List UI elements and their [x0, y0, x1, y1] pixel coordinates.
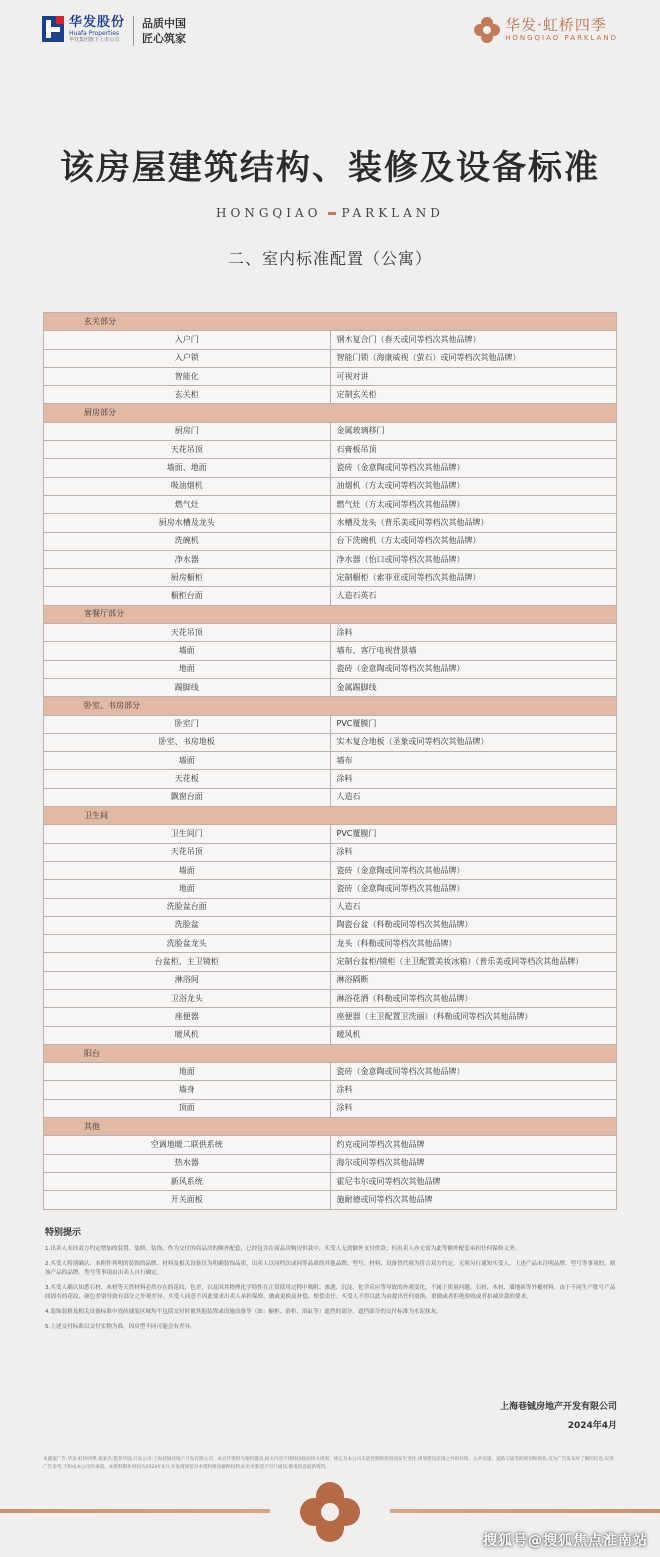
- table-row: [44, 1191, 617, 1209]
- item-name: 燃气灶: [44, 495, 331, 513]
- section-name: 客餐厅部分: [44, 605, 617, 623]
- table-row: [44, 331, 617, 349]
- table-row: [44, 1099, 617, 1117]
- table-row: [44, 660, 617, 678]
- section-header-row: [44, 1118, 617, 1136]
- item-name: 墙身: [44, 1081, 331, 1099]
- table-row: [44, 422, 617, 440]
- table-row: [44, 386, 617, 404]
- table-row: [44, 1154, 617, 1172]
- table-row: [44, 495, 617, 513]
- table-row: [44, 587, 617, 605]
- item-spec: 淋浴隔断: [330, 971, 617, 989]
- huafa-logo-icon: [42, 16, 64, 42]
- item-spec: 涂料: [330, 1099, 617, 1117]
- issue-date: 2024年4月: [567, 1421, 617, 1431]
- item-name: 玄关柜: [44, 386, 331, 404]
- item-name: 开关面板: [44, 1191, 331, 1209]
- table-row: [44, 733, 617, 751]
- item-name: 墙面: [44, 752, 331, 770]
- section-header-row: [44, 605, 617, 623]
- item-name: 橱柜台面: [44, 587, 331, 605]
- item-spec: 实木复合地板（圣象或同等档次其他品牌）: [330, 733, 617, 751]
- note-item: 1.出卖人未经双方约定增加的装置、装修、装饰，作为交付的商品房的额外配套，已经包含在商品房购房价款中，买受人无需额外支付价款；但出卖人亦无需为此等额外配套承担任何保修义务。: [45, 1246, 521, 1252]
- table-row: [44, 678, 617, 696]
- item-name: 天花吊顶: [44, 843, 331, 861]
- section-name: 其他: [44, 1118, 617, 1136]
- item-spec: 瓷砖（金意陶或同等档次其他品牌）: [330, 459, 617, 477]
- item-spec: 瓷砖（金意陶或同等档次其他品牌）: [330, 861, 617, 879]
- logo-en: Huafa Properties: [69, 30, 120, 37]
- project-name-cn: 华发·虹桥四季: [505, 16, 607, 34]
- item-spec: 水槽及龙头（普乐美或同等档次其他品牌）: [330, 514, 617, 532]
- item-spec: 涂料: [330, 770, 617, 788]
- item-name: 飘窗台面: [44, 788, 331, 806]
- item-name: 吸油烟机: [44, 477, 331, 495]
- flower-icon: [474, 17, 500, 43]
- item-name: 卫生间门: [44, 825, 331, 843]
- item-name: 顶面: [44, 1099, 331, 1117]
- item-spec: 人造石: [330, 898, 617, 916]
- item-spec: PVC覆膜门: [330, 715, 617, 733]
- item-spec: 金属踢脚线: [330, 678, 617, 696]
- item-name: 入户锁: [44, 349, 331, 367]
- page-title: 该房屋建筑结构、装修及设备标准: [60, 148, 600, 188]
- item-spec: 施耐德或同等档次其他品牌: [330, 1191, 617, 1209]
- item-spec: 智能门锁（海康威视（萤石）或同等档次其他品牌）: [330, 349, 617, 367]
- item-name: 墙面: [44, 861, 331, 879]
- item-spec: 涂料: [330, 624, 617, 642]
- table-row: [44, 1063, 617, 1081]
- section-name: 卫生间: [44, 807, 617, 825]
- spec-table: [43, 312, 617, 1210]
- project-name-en: HONGQIAO PARKLAND: [505, 34, 618, 42]
- item-spec: 座便器（主卫配置卫洗丽）（科勒或同等档次其他品牌）: [330, 1008, 617, 1026]
- item-spec: 钢木复合门（春天或同等档次其他品牌）: [330, 331, 617, 349]
- section-header-row: [44, 313, 617, 331]
- item-spec: 油烟机（方太或同等档次其他品牌）: [330, 477, 617, 495]
- item-name: 地面: [44, 880, 331, 898]
- table-row: [44, 459, 617, 477]
- item-name: 天花吊顶: [44, 441, 331, 459]
- table-row: [44, 825, 617, 843]
- item-spec: 定制橱柜（索菲亚或同等档次其他品牌）: [330, 569, 617, 587]
- item-name: 天花吊顶: [44, 624, 331, 642]
- table-row: [44, 843, 617, 861]
- item-name: 洗脸盆台面: [44, 898, 331, 916]
- table-row: [44, 569, 617, 587]
- item-spec: 瓷砖（金意陶或同等档次其他品牌）: [330, 880, 617, 898]
- item-spec: 淋浴花洒（科勒或同等档次其他品牌）: [330, 989, 617, 1007]
- section-name: 阳台: [44, 1044, 617, 1062]
- section-name: 玄关部分: [44, 313, 617, 331]
- item-name: 墙面、地面: [44, 459, 331, 477]
- item-name: 卧室、书房地板: [44, 733, 331, 751]
- item-spec: 人造石: [330, 788, 617, 806]
- table-row: [44, 971, 617, 989]
- table-row: [44, 770, 617, 788]
- table-row: [44, 752, 617, 770]
- item-name: 入户门: [44, 331, 331, 349]
- table-row: [44, 715, 617, 733]
- item-name: 天花板: [44, 770, 331, 788]
- note-item: 5.上述交付标准以交付实物为准，因房型不同可能会有差异。: [45, 1324, 196, 1330]
- project-logo: [474, 16, 618, 43]
- note-item: 4.装饰装修及相关设备标准中瓷砖铺装区域均不包括交付时被其他装置或设施设备等（如：橱柜、浴柜、浴缸等）遮挡的部分，遮挡部分的交付标准为水泥抹灰。: [45, 1309, 442, 1315]
- item-spec: 涂料: [330, 843, 617, 861]
- table-row: [44, 477, 617, 495]
- item-spec: 陶瓷台盆（科勒或同等档次其他品牌）: [330, 916, 617, 934]
- item-spec: 暖风机: [330, 1026, 617, 1044]
- item-spec: 定制玄关柜: [330, 386, 617, 404]
- note-item: 2.买受人特别确认：本附件列明的装饰的品牌、材料及相关设备仅为明确装饰品质，出卖人以同档次或同等品质的其他品牌、型号、材料、设备替代视为符合双方约定，无须另行通知买受人。上述产品未注明品牌、型号等事项的，则该产品的品牌、型号等事项由出卖人自行确定。: [45, 1261, 616, 1276]
- table-row: [44, 1081, 617, 1099]
- item-spec: 净水器（怡口或同等档次其他品牌）: [330, 550, 617, 568]
- item-name: 洗脸盆: [44, 916, 331, 934]
- item-spec: 燃气灶（方太或同等档次其他品牌）: [330, 495, 617, 513]
- table-row: [44, 624, 617, 642]
- table-row: [44, 935, 617, 953]
- item-name: 洗脸盆龙头: [44, 935, 331, 953]
- table-row: [44, 861, 617, 879]
- table-row: [44, 953, 617, 971]
- table-row: [44, 642, 617, 660]
- item-spec: 人造石英石: [330, 587, 617, 605]
- logo-sub: 华发集团旗下上市公司: [69, 37, 120, 43]
- item-spec: 涂料: [330, 1081, 617, 1099]
- item-name: 厨房橱柜: [44, 569, 331, 587]
- item-spec: 可视对讲: [330, 367, 617, 385]
- item-spec: 约克或同等档次其他品牌: [330, 1136, 617, 1154]
- table-row: [44, 532, 617, 550]
- table-row: [44, 880, 617, 898]
- note-item: 3.买受人确认知悉石材、木材等天然材料必然存在的花纹、色差，以及因其物理化学特性在正常使用过程中吸附、渗透、沉淀、化学反应等导致的外观变化，不属于质量问题。石材、木材、墙地砖等外覆材料，由于不同生产批号产品间固有的花纹、颜色差别导致有部分之外观差异。买受人同意不因此要求出卖人承担保修、做或更换及补偿、赔偿责任。买受人不得以此为由提出任何更换、重做或者拒绝验收或者扣减房款的要求。: [45, 1285, 616, 1300]
- item-name: 墙面: [44, 642, 331, 660]
- item-name: 淋浴间: [44, 971, 331, 989]
- item-name: 地面: [44, 660, 331, 678]
- table-row: [44, 1136, 617, 1154]
- table-row: [44, 1172, 617, 1190]
- item-spec: PVC覆膜门: [330, 825, 617, 843]
- item-spec: 定制台盆柜/镜柜（主卫配置美妆冰箱）（普乐美或同等档次其他品牌）: [330, 953, 617, 971]
- slogan-line-2: 匠心筑家: [142, 32, 187, 45]
- item-name: 热水器: [44, 1154, 331, 1172]
- table-row: [44, 441, 617, 459]
- table-row: [44, 916, 617, 934]
- notes-section: [45, 1225, 620, 1338]
- watermark: 搜狐号@搜狐焦点淮南站: [483, 1533, 648, 1549]
- item-name: 座便器: [44, 1008, 331, 1026]
- section-header-row: [44, 697, 617, 715]
- item-name: 新风系统: [44, 1172, 331, 1190]
- brand-left: HONGQIAO: [216, 206, 322, 220]
- item-name: 智能化: [44, 367, 331, 385]
- table-row: [44, 550, 617, 568]
- logo-cn: 华发股份: [69, 15, 126, 30]
- item-spec: 龙头（科勒或同等档次其他品牌）: [330, 935, 617, 953]
- table-row: [44, 367, 617, 385]
- section-header-row: [44, 1044, 617, 1062]
- item-name: 厨房门: [44, 422, 331, 440]
- company-name: 上海巷铖房地产开发有限公司: [499, 1402, 617, 1412]
- table-row: [44, 349, 617, 367]
- item-spec: 瓷砖（金意陶或同等档次其他品牌）: [330, 1063, 617, 1081]
- logo-divider: [133, 16, 134, 46]
- item-spec: 台下洗碗机（方太或同等档次其他品牌）: [330, 532, 617, 550]
- page-subtitle: 二、室内标准配置（公寓）: [227, 249, 432, 268]
- item-name: 地面: [44, 1063, 331, 1081]
- item-spec: 墙布、客厅电视背景墙: [330, 642, 617, 660]
- section-name: 卧室、书房部分: [44, 697, 617, 715]
- section-header-row: [44, 807, 617, 825]
- item-name: 净水器: [44, 550, 331, 568]
- table-row: [44, 514, 617, 532]
- item-spec: 石膏板吊顶: [330, 441, 617, 459]
- table-row: [44, 898, 617, 916]
- page-header: [0, 0, 660, 70]
- notes-title: 特别提示: [45, 1228, 82, 1238]
- item-spec: 霍尼韦尔或同等档次其他品牌: [330, 1172, 617, 1190]
- item-name: 洗碗机: [44, 532, 331, 550]
- disclaimer: 本副案广告:华发·虹桥四季,备案名:愿景华庭,开发公司:上海巷铖房地产开发有限公司。本宣传资料为要约邀请,相关内容不排除因政府相关规划、规定及本公司未能控制的原因而发生变化,规划建设范围之外的环境、公共设施、道路交通等的规划和现状,仅为广告发布时了解的信息,仅供广告参考,不构成本公司的承诺。本资料制作时间为2024年4月,开发商保留对本资料修改解释权利,如有更新恕不另行通知,敬请留意最新资料。: [43, 1457, 614, 1470]
- huafa-logo: [42, 16, 186, 46]
- section-header-row: [44, 404, 617, 422]
- item-spec: 瓷砖（金意陶或同等档次其他品牌）: [330, 660, 617, 678]
- table-row: [44, 788, 617, 806]
- table-row: [44, 989, 617, 1007]
- brand-dash: [328, 212, 336, 215]
- table-row: [44, 1026, 617, 1044]
- item-name: 卫浴龙头: [44, 989, 331, 1007]
- item-name: 厨房水槽及龙头: [44, 514, 331, 532]
- brand-line: [0, 206, 660, 220]
- footer-flower-icon: [300, 1482, 360, 1542]
- brand-right: PARKLAND: [341, 206, 444, 220]
- item-name: 卧室门: [44, 715, 331, 733]
- item-name: 踢脚线: [44, 678, 331, 696]
- item-name: 台盆柜、主卫镜柜: [44, 953, 331, 971]
- item-name: 空调地暖二联供系统: [44, 1136, 331, 1154]
- item-spec: 墙布: [330, 752, 617, 770]
- section-name: 厨房部分: [44, 404, 617, 422]
- item-spec: 海尔或同等档次其他品牌: [330, 1154, 617, 1172]
- item-spec: 金属玻璃移门: [330, 422, 617, 440]
- table-row: [44, 1008, 617, 1026]
- slogan-line-1: 品质中国: [142, 17, 187, 30]
- item-name: 暖风机: [44, 1026, 331, 1044]
